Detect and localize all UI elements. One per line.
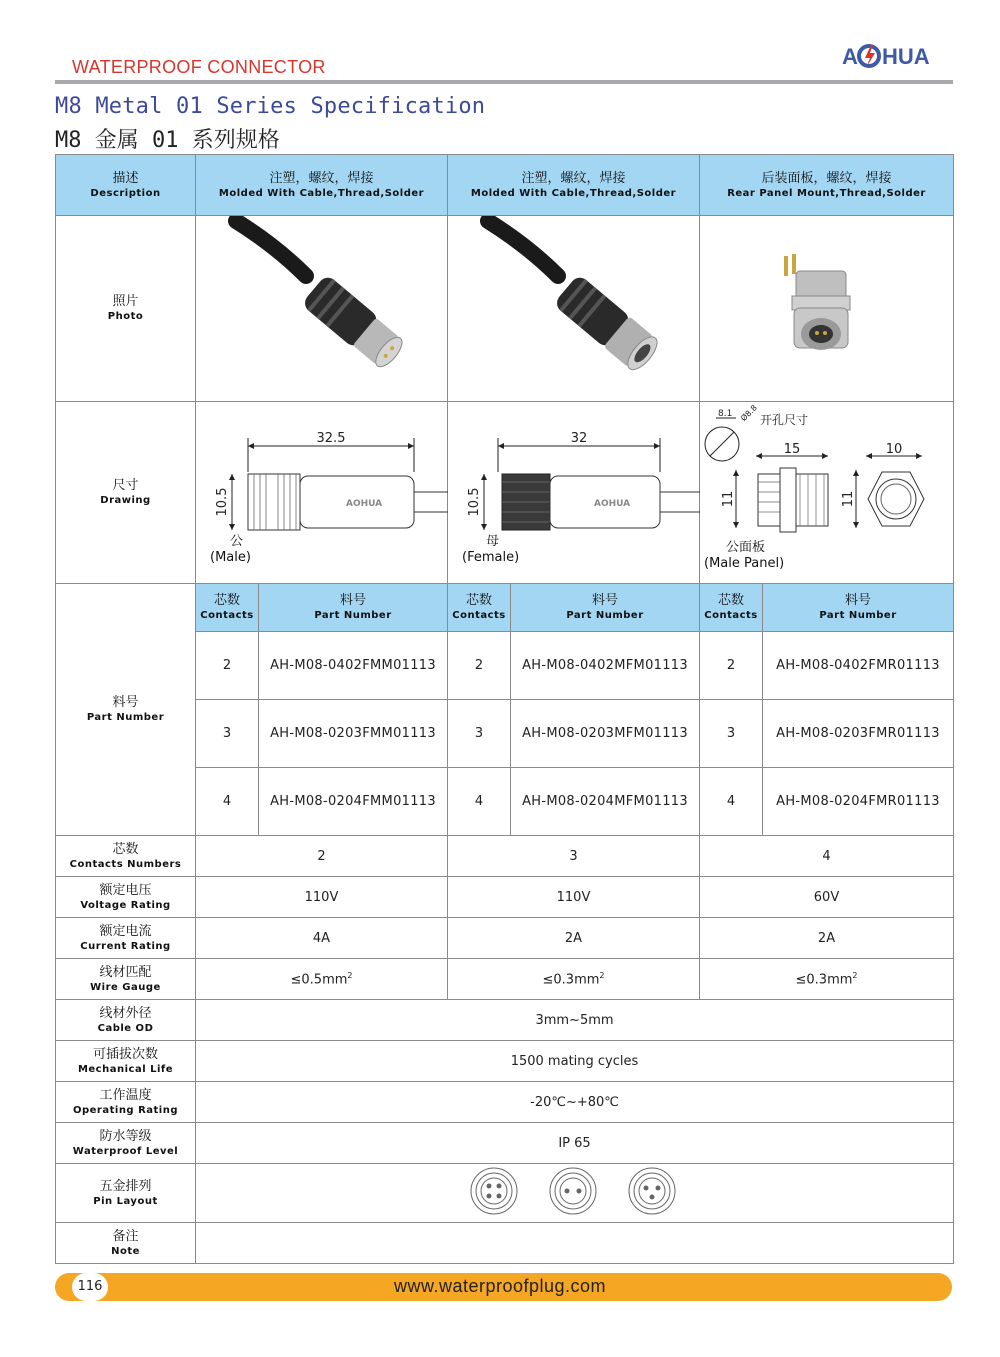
male-drawing (196, 402, 448, 584)
waterproof-value: IP 65 (196, 1123, 954, 1164)
aohua-logo (842, 39, 942, 73)
female-drawing-caption: 母 (Female) (462, 534, 520, 565)
contacts-cell: 2 (700, 632, 763, 700)
female-length-dim: 32 (570, 431, 588, 446)
panel-drawing (700, 402, 954, 584)
part-number-label: 料号 Part Number (56, 584, 196, 836)
current-row (56, 918, 954, 959)
operating-value: -20℃~+80℃ (196, 1082, 954, 1123)
female-cable-photo (448, 216, 700, 402)
male-drawing-caption: 公 (Male) (210, 534, 251, 565)
svg-text:A: A (842, 44, 858, 69)
contacts-cell: 3 (700, 700, 763, 768)
operating-label: 工作温度 Operating Rating (56, 1082, 196, 1123)
photo-label: 照片 Photo (56, 216, 196, 402)
female-drawing (448, 402, 700, 584)
description-label: 描述 Description (56, 155, 196, 216)
male-length-dim: 32.5 (316, 431, 346, 446)
note-row (56, 1223, 954, 1264)
pin-layout-2-icon (550, 1168, 596, 1214)
pn-header-3: 料号 Part Number (763, 584, 954, 632)
spec-title-cn: M8 金属 01 系列规格 (55, 128, 280, 153)
part-number-cell: AH-M08-0204FMM01113 (259, 768, 448, 836)
contacts-cell: 4 (448, 768, 511, 836)
wire-gauge-3: $\le 0.3mm^2$ (700, 959, 954, 1000)
wire-gauge-row (56, 959, 954, 1000)
pn-header-1: 料号 Part Number (259, 584, 448, 632)
wire-gauge-2: $\le 0.3mm^2$ (448, 959, 700, 1000)
part-number-cell: AH-M08-0402MFM01113 (511, 632, 700, 700)
contacts-cell: 2 (196, 632, 259, 700)
panel-mount-photo (700, 216, 954, 402)
contacts-numbers-2: 3 (448, 836, 700, 877)
wire-gauge-label: 线材匹配 Wire Gauge (56, 959, 196, 1000)
pin-layout-row (56, 1164, 954, 1223)
drawing-label: 尺寸 Drawing (56, 402, 196, 584)
pin-layout-diagrams (196, 1164, 954, 1223)
voltage-label: 额定电压 Voltage Rating (56, 877, 196, 918)
part-number-cell: AH-M08-0203MFM01113 (511, 700, 700, 768)
pin-layout-label: 五金排列 Pin Layout (56, 1164, 196, 1223)
panel-length-dim: 15 (783, 442, 801, 457)
description-col-1: 注塑，螺纹，焊接 Molded With Cable,Thread,Solder (196, 155, 448, 216)
waterproof-row (56, 1123, 954, 1164)
panel-drawing-caption: 公面板 (Male Panel) (704, 540, 785, 571)
contacts-cell: 3 (448, 700, 511, 768)
part-number-cell: AH-M08-0204MFM01113 (511, 768, 700, 836)
contacts-header-1: 芯数 Contacts (196, 584, 259, 632)
part-number-cell: AH-M08-0203FMR01113 (763, 700, 954, 768)
voltage-1: 110V (196, 877, 448, 918)
part-number-header-row (56, 584, 954, 632)
operating-row (56, 1082, 954, 1123)
current-3: 2A (700, 918, 954, 959)
voltage-row (56, 877, 954, 918)
contacts-cell: 4 (700, 768, 763, 836)
wire-gauge-1: $\le 0.5mm^2$ (196, 959, 448, 1000)
current-label: 额定电流 Current Rating (56, 918, 196, 959)
contacts-header-2: 芯数 Contacts (448, 584, 511, 632)
contacts-numbers-1: 2 (196, 836, 448, 877)
pn-header-2: 料号 Part Number (511, 584, 700, 632)
male-cable-photo (196, 216, 448, 402)
pin-layout-4-icon (471, 1168, 517, 1214)
part-number-cell: AH-M08-0402FMR01113 (763, 632, 954, 700)
header-rule (55, 80, 953, 84)
spec-title-en: M8 Metal 01 Series Specification (55, 94, 486, 119)
male-height-dim: 10.5 (215, 487, 230, 517)
waterproof-label: 防水等级 Waterproof Level (56, 1123, 196, 1164)
cable-od-label: 线材外径 Cable OD (56, 1000, 196, 1041)
contacts-numbers-row (56, 836, 954, 877)
note-value (196, 1223, 954, 1264)
current-1: 4A (196, 918, 448, 959)
description-col-2: 注塑，螺纹，焊接 Molded With Cable,Thread,Solder (448, 155, 700, 216)
photo-row (56, 216, 954, 402)
section-title: WATERPROOF CONNECTOR (72, 57, 326, 77)
panel-cutout-d: Ø8.8 (739, 403, 759, 424)
footer-url[interactable]: www.waterproofplug.com (393, 1276, 607, 1296)
spec-table (55, 154, 954, 1264)
voltage-3: 60V (700, 877, 954, 918)
part-number-cell: AH-M08-0204FMR01113 (763, 768, 954, 836)
svg-text:HUA: HUA (882, 44, 930, 69)
contacts-header-3: 芯数 Contacts (700, 584, 763, 632)
note-label: 备注 Note (56, 1223, 196, 1264)
description-row (56, 155, 954, 216)
contacts-cell: 2 (448, 632, 511, 700)
pin-layout-icons (455, 1165, 695, 1217)
mech-life-value: 1500 mating cycles (196, 1041, 954, 1082)
cable-od-row (56, 1000, 954, 1041)
drawing-row (56, 402, 954, 584)
contacts-cell: 4 (196, 768, 259, 836)
page-number: 116 (72, 1273, 108, 1301)
female-height-dim: 10.5 (467, 487, 482, 517)
panel-height-dim: 11 (721, 490, 736, 508)
svg-text:AOHUA: AOHUA (346, 499, 383, 509)
contacts-numbers-label: 芯数 Contacts Numbers (56, 836, 196, 877)
panel-nut-dim: 10 (885, 442, 903, 457)
panel-cutout-label: 开孔尺寸 (760, 413, 809, 427)
svg-text:AOHUA: AOHUA (594, 499, 631, 509)
voltage-2: 110V (448, 877, 700, 918)
current-2: 2A (448, 918, 700, 959)
mech-life-row (56, 1041, 954, 1082)
panel-height2-dim: 11 (841, 490, 856, 508)
part-number-cell: AH-M08-0402FMM01113 (259, 632, 448, 700)
part-number-cell: AH-M08-0203FMM01113 (259, 700, 448, 768)
contacts-numbers-3: 4 (700, 836, 954, 877)
mech-life-label: 可插拔次数 Mechanical Life (56, 1041, 196, 1082)
contacts-cell: 3 (196, 700, 259, 768)
pin-layout-3-icon (629, 1168, 675, 1214)
panel-cutout-w: 8.1 (718, 409, 733, 419)
description-col-3: 后装面板，螺纹，焊接 Rear Panel Mount,Thread,Solder (700, 155, 954, 216)
cable-od-value: 3mm~5mm (196, 1000, 954, 1041)
